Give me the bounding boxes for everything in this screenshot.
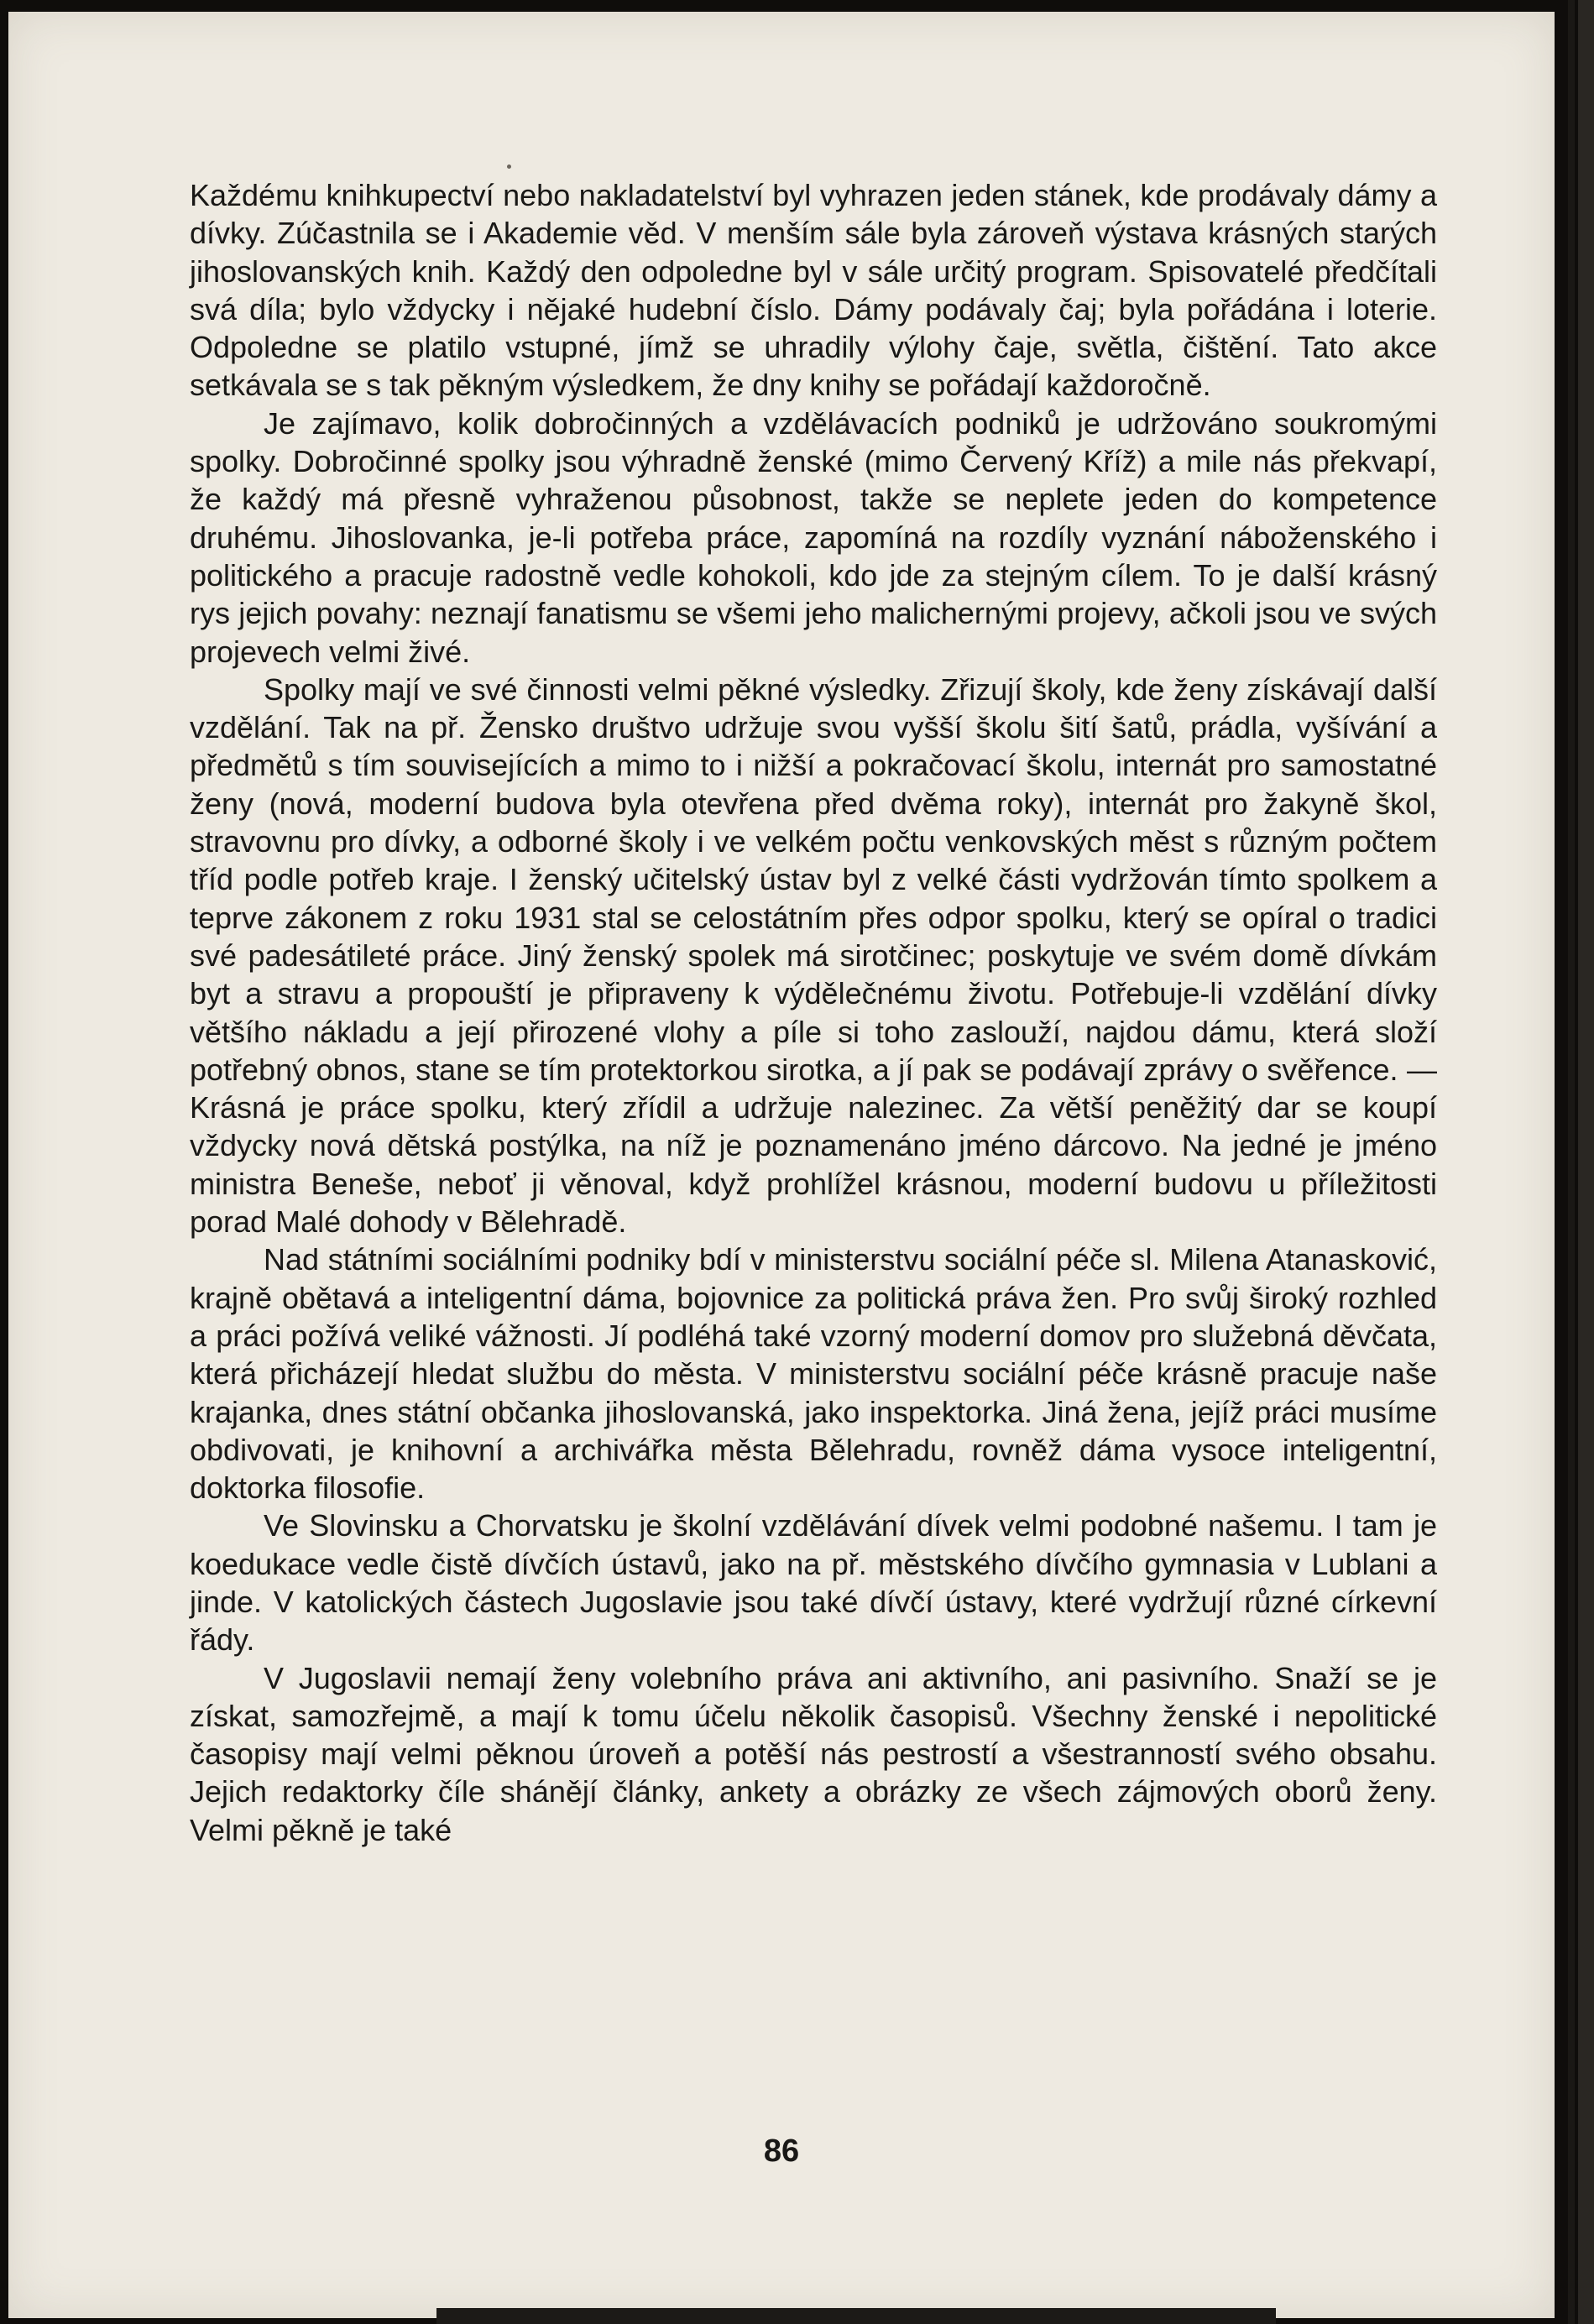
paragraph-5: Ve Slovinsku a Chorvatsku je školní vzdělávání dívek velmi podobné našemu. I tam je koedukace vedle čistě dívčích ústavů, jako na př. městského dívčího gymnasia v Lublani a jinde. V katolických částech Jugoslavie jsou také dívčí ústavy, které vydržují různé církevní řády. (190, 1508, 1437, 1658)
paragraph-2: Je zajímavo, kolik dobročinných a vzdělávacích podniků je udržováno soukromými spolky. Dobročinné spolky jsou výhradně ženské (mimo Červený Kříž) a mile nás překvapí, že každý má přesně vyhraženou působnost, takže se neplete jeden do kompetence druhému. Jihoslovanka, je-li potřeba práce, zapomíná na rozdíly vyznání náboženského i politického a pracuje radostně vedle kohokoli, kdo jde za stejným cílem. To je další krásný rys jejich povahy: neznají fanatismu se všemi jeho malichernými projevy, ačkoli jsou ve svých projevech velmi živé. (190, 405, 1437, 669)
paragraph-4: Nad státními sociálními podniky bdí v ministerstvu sociální péče sl. Milena Atanasković, krajně obětavá a inteligentní dáma, bojovnice za politická práva žen. Pro svůj široký rozhled a práci požívá veliké vážnosti. Jí podléhá také vzorný moderní domov pro služebná děvčata, která přicházejí hledat službu do města. V ministerstvu sociální péče krásně pracuje naše krajanka, dnes státní občanka jihoslovanská, jako inspektorka. Jiná žena, jejíž práci musíme obdivovati, je knihovní a archivářka města Bělehradu, rovněž dáma vysoce inteligentní, doktorka filosofie. (190, 1242, 1437, 1506)
scan-border-bottom (436, 2308, 1276, 2324)
paragraph-1: Každému knihkupectví nebo nakladatelství byl vyhrazen jeden stánek, kde prodávaly dámy a dívky. Zúčastnila se i Akademie věd. V menším sále byla zároveň výstava krásných starých jihoslovanských knih. Každý den odpoledne byl v sále určitý program. Spisovatelé předčítali svá díla; bylo vždycky i nějaké hudební číslo. Dámy podávaly čaj; byla pořádána i loterie. Odpoledne se platilo vstupné, jímž se uhradily výlohy čaje, světla, čištění. Tato akce setkávala se s tak pěkným výsledkem, že dny knihy se pořádají každoročně. (190, 178, 1437, 403)
paragraph-6: V Jugoslavii nemají ženy volebního práva ani aktivního, ani pasivního. Snaží se je získat, samozřejmě, a mají k tomu účelu několik časopisů. Všechny ženské i nepolitické časopisy mají velmi pěknou úroveň a potěší nás pestrostí a všestranností svého obsahu. Jejich redaktorky číle shánějí články, ankety a obrázky ze všech zájmových oborů ženy. Velmi pěkně je také (190, 1660, 1437, 1847)
paragraph-3: Spolky mají ve své činnosti velmi pěkné výsledky. Zřizují školy, kde ženy získávají další vzdělání. Tak na př. Žensko društvo udržuje svou vyšší školu šití šatů, prádla, vyšívání a předmětů s tím souvisejících a mimo to i nižší a pokračovací školu, internát pro samostatné ženy (nová, moderní budova byla otevřena před dvěma roky), internát pro žakyně škol, stravovnu pro dívky, a odborné školy i ve velkém počtu venkovských měst s různým počtem tříd podle potřeb kraje. I ženský učitelský ústav byl z velké části vydržován tímto spolkem a teprve zákonem z roku 1931 stal se celostátním přes odpor spolku, který se opíral o tradici své padesátileté práce. Jiný ženský spolek má sirotčinec; poskytuje ve svém domě dívkám byt a stravu a propouští je připraveny k výdělečnému životu. Potřebuje-li vzdělání dívky většího nákladu a její přirozené vlohy a píle si toho zaslouží, najdou dámu, která složí potřebný obnos, stane se tím protektorkou sirotka, a jí pak se podávají zprávy o svěřence. — Krásná je práce spolku, který zřídil a udržuje nalezinec. Za větší peněžitý dar se koupí vždycky nová dětská postýlka, na níž je poznamenáno jméno dárcovo. Na jedné je jméno ministra Beneše, neboť ji věnoval, když prohlížel krásnou, moderní budovu u příležitosti porad Malé dohody v Bělehradě. (190, 671, 1437, 1240)
page-number: 86 (763, 2133, 800, 2169)
paper-sheet (8, 12, 1555, 2318)
binding-edge (1568, 0, 1575, 2324)
scan-border-right (1578, 0, 1594, 2324)
body-text (190, 176, 1437, 1849)
ink-speck (507, 165, 511, 169)
